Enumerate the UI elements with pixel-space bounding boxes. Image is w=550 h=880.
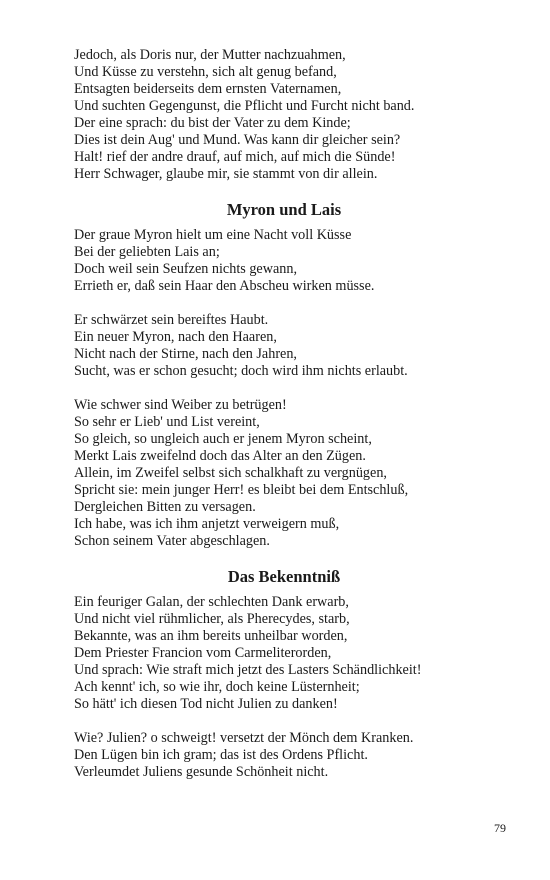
poem-das-bekenntniss [74, 567, 494, 781]
verse-line: Dem Priester Francion vom Carmeliterorden, [74, 645, 332, 661]
verse-line: Dies ist dein Aug' und Mund. Was kann dir gleicher sein? [74, 132, 401, 148]
stanza [74, 594, 494, 713]
verse-line: Den Lügen bin ich gram; das ist des Ordens Pflicht. [74, 747, 368, 763]
stanza [74, 312, 494, 380]
verse-line: So hätt' ich diesen Tod nicht Julien zu danken! [74, 696, 338, 712]
verse-line: Dergleichen Bitten zu versagen. [74, 499, 256, 515]
verse-line: Nicht nach der Stirne, nach den Jahren, [74, 346, 297, 362]
verse-line: Der graue Myron hielt um eine Nacht voll Küsse [74, 227, 352, 243]
verse-line: So sehr er Lieb' und List vereint, [74, 414, 260, 430]
stanza [74, 730, 494, 781]
verse-line: Allein, im Zweifel selbst sich schalkhaft zu vergnügen, [74, 465, 387, 481]
verse-line: Halt! rief der andre drauf, auf mich, auf mich die Sünde! [74, 149, 396, 165]
verse-line: Doch weil sein Seufzen nichts gewann, [74, 261, 297, 277]
stanza [74, 227, 494, 295]
verse-line: Sucht, was er schon gesucht; doch wird ihm nichts erlaubt. [74, 363, 408, 379]
poem-myron-und-lais [74, 200, 494, 550]
verse-line: Jedoch, als Doris nur, der Mutter nachzuahmen, [74, 47, 346, 63]
stanza-break [74, 380, 494, 397]
verse-line: Errieth er, daß sein Haar den Abscheu wirken müsse. [74, 278, 375, 294]
stanza-break [74, 295, 494, 312]
stanza-break [74, 713, 494, 730]
verse-line: Wie? Julien? o schweigt! versetzt der Mönch dem Kranken. [74, 730, 414, 746]
verse-line: Schon seinem Vater abgeschlagen. [74, 533, 270, 549]
stanza [74, 47, 494, 183]
verse-line: Ein neuer Myron, nach den Haaren, [74, 329, 277, 345]
verse-line: Er schwärzet sein bereiftes Haubt. [74, 312, 269, 328]
verse-line: Verleumdet Juliens gesunde Schönheit nicht. [74, 764, 329, 780]
verse-line: Bei der geliebten Lais an; [74, 244, 220, 260]
poem-continuation [74, 47, 494, 183]
book-page [74, 47, 494, 781]
verse-line: Und Küsse zu verstehn, sich alt genug befand, [74, 64, 337, 80]
verse-line: Ich habe, was ich ihm anjetzt verweigern muß, [74, 516, 340, 532]
verse-line: Spricht sie: mein junger Herr! es bleibt bei dem Entschluß, [74, 482, 409, 498]
verse-line: Und suchten Gegengunst, die Pflicht und Furcht nicht band. [74, 98, 415, 114]
stanza [74, 397, 494, 550]
verse-line: Ein feuriger Galan, der schlechten Dank erwarb, [74, 594, 349, 610]
verse-line: Ach kennt' ich, so wie ihr, doch keine Lüsternheit; [74, 679, 360, 695]
poem-title: Myron und Lais [226, 200, 342, 219]
page-number: 79 [494, 821, 506, 835]
verse-line: Wie schwer sind Weiber zu betrügen! [74, 397, 287, 413]
poem-title: Das Bekenntniß [227, 567, 341, 586]
verse-line: Entsagten beiderseits dem ernsten Vaternamen, [74, 81, 342, 97]
verse-line: Der eine sprach: du bist der Vater zu dem Kinde; [74, 115, 351, 131]
verse-line: Bekannte, was an ihm bereits unheilbar worden, [74, 628, 348, 644]
verse-line: So gleich, so ungleich auch er jenem Myron scheint, [74, 431, 372, 447]
verse-line: Und nicht viel rühmlicher, als Pherecydes, starb, [74, 611, 350, 627]
verse-line: Herr Schwager, glaube mir, sie stammt von dir allein. [74, 166, 378, 182]
verse-line: Merkt Lais zweifelnd doch das Alter an den Zügen. [74, 448, 366, 464]
verse-line: Und sprach: Wie straft mich jetzt des Lasters Schändlichkeit! [74, 662, 422, 678]
